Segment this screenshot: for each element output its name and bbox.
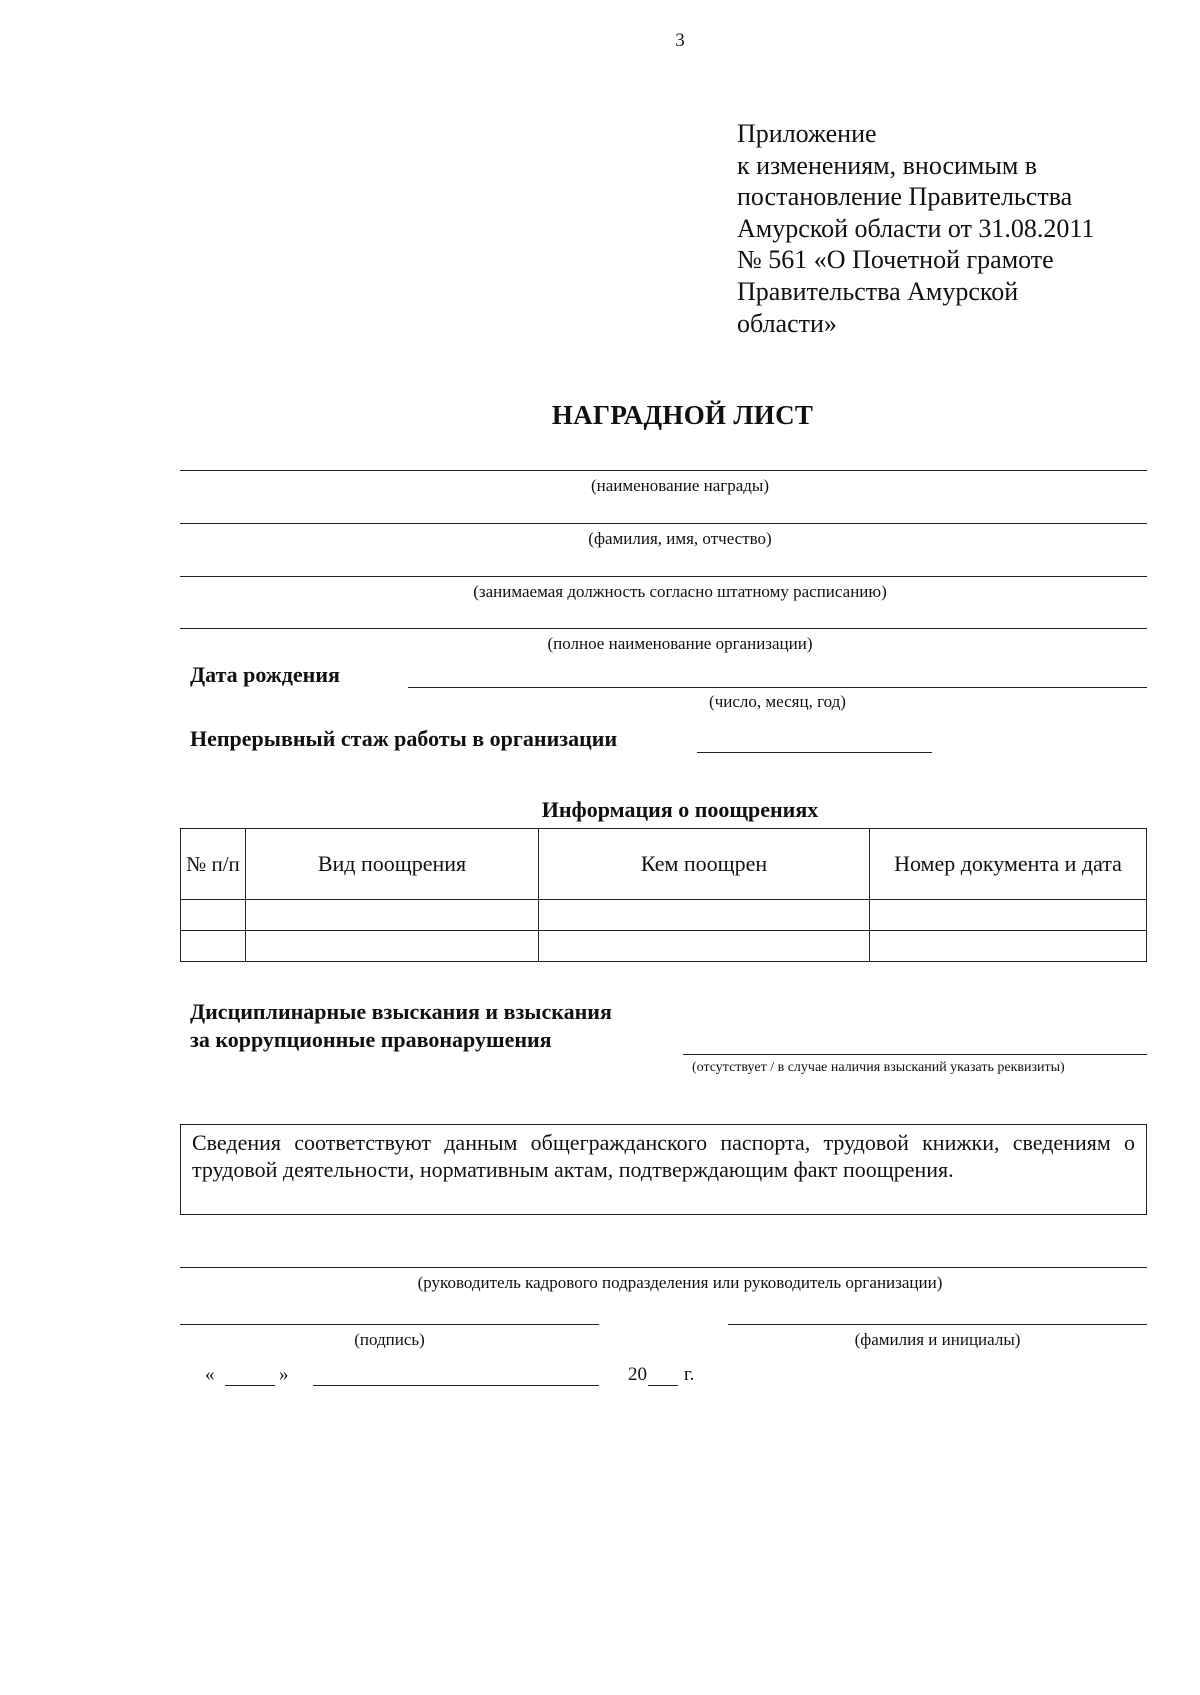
table-row [181,900,1147,931]
appendix-note [737,118,1157,339]
head-of-hr-field[interactable] [180,1267,1147,1268]
position-caption: (занимаемая должность согласно штатному расписанию) [473,582,887,601]
appendix-line: № 561 «О Почетной грамоте [737,245,1054,275]
table-row [181,931,1147,962]
full-name-field[interactable] [180,523,1147,524]
signature-field[interactable] [180,1324,599,1325]
disciplinary-caption: (отсутствует / в случае наличия взысканий указать реквизиты) [692,1060,1065,1075]
disciplinary-label-line: за коррупционные правонарушения [190,1027,552,1052]
appendix-line: Правительства Амурской [737,276,1019,306]
date-open-quote: « [205,1364,215,1385]
position-field[interactable] [180,576,1147,577]
table-cell[interactable] [539,900,870,931]
name-initials-field[interactable] [728,1324,1147,1325]
birth-date-caption: (число, месяц, год) [709,692,846,711]
column-header-number: № п/п [181,829,246,900]
date-day-field[interactable] [225,1385,275,1386]
table-cell[interactable] [181,900,246,931]
table-cell[interactable] [870,900,1147,931]
date-year-field[interactable] [648,1385,678,1386]
appendix-line: области» [737,308,837,338]
organization-caption: (полное наименование организации) [547,634,813,653]
award-name-field[interactable] [180,470,1147,471]
table-cell[interactable] [246,900,539,931]
form-title: НАГРАДНОЙ ЛИСТ [551,400,814,430]
experience-label: Непрерывный стаж работы в организации [190,726,618,751]
signature-caption: (подпись) [354,1330,425,1349]
page-number: 3 [675,30,685,51]
date-year-suffix: г. [684,1364,695,1385]
appendix-line: Приложение [737,119,877,148]
table-cell[interactable] [181,931,246,962]
full-name-caption: (фамилия, имя, отчество) [588,529,772,548]
date-year-prefix: 20 [628,1364,647,1385]
appendix-line: к изменениям, вносимым в [737,150,1038,180]
table-header-row [181,829,1147,900]
name-initials-caption: (фамилия и инициалы) [854,1330,1021,1349]
appendix-line: постановление Правительства [737,182,1073,212]
birth-date-field[interactable] [408,687,1147,688]
column-header-award-type: Вид поощрения [246,829,539,900]
appendix-line: Амурской области от 31.08.2011 [737,213,1095,243]
awards-section-title: Информация о поощрениях [541,797,819,822]
table-cell[interactable] [870,931,1147,962]
experience-field[interactable] [697,752,932,753]
disciplinary-label [190,998,612,1054]
disciplinary-label-line: Дисциплинарные взыскания и взыскания [190,999,612,1024]
award-name-caption: (наименование награды) [590,476,770,495]
info-statement-box: Сведения соответствуют данным общегражданского паспорта, трудовой книжки, сведениям о трудовой деятельности, нормативным актам, подтверждающим факт поощрения. [180,1124,1147,1215]
column-header-awarded-by: Кем поощрен [539,829,870,900]
organization-field[interactable] [180,628,1147,629]
awards-table [180,828,1147,962]
table-cell[interactable] [246,931,539,962]
column-header-document: Номер документа и дата [870,829,1147,900]
date-month-field[interactable] [313,1385,599,1386]
disciplinary-field[interactable] [683,1054,1147,1055]
birth-date-label: Дата рождения [190,662,340,687]
head-of-hr-caption: (руководитель кадрового подразделения или руководитель организации) [417,1273,943,1292]
table-cell[interactable] [539,931,870,962]
date-close-quote: » [279,1364,289,1385]
